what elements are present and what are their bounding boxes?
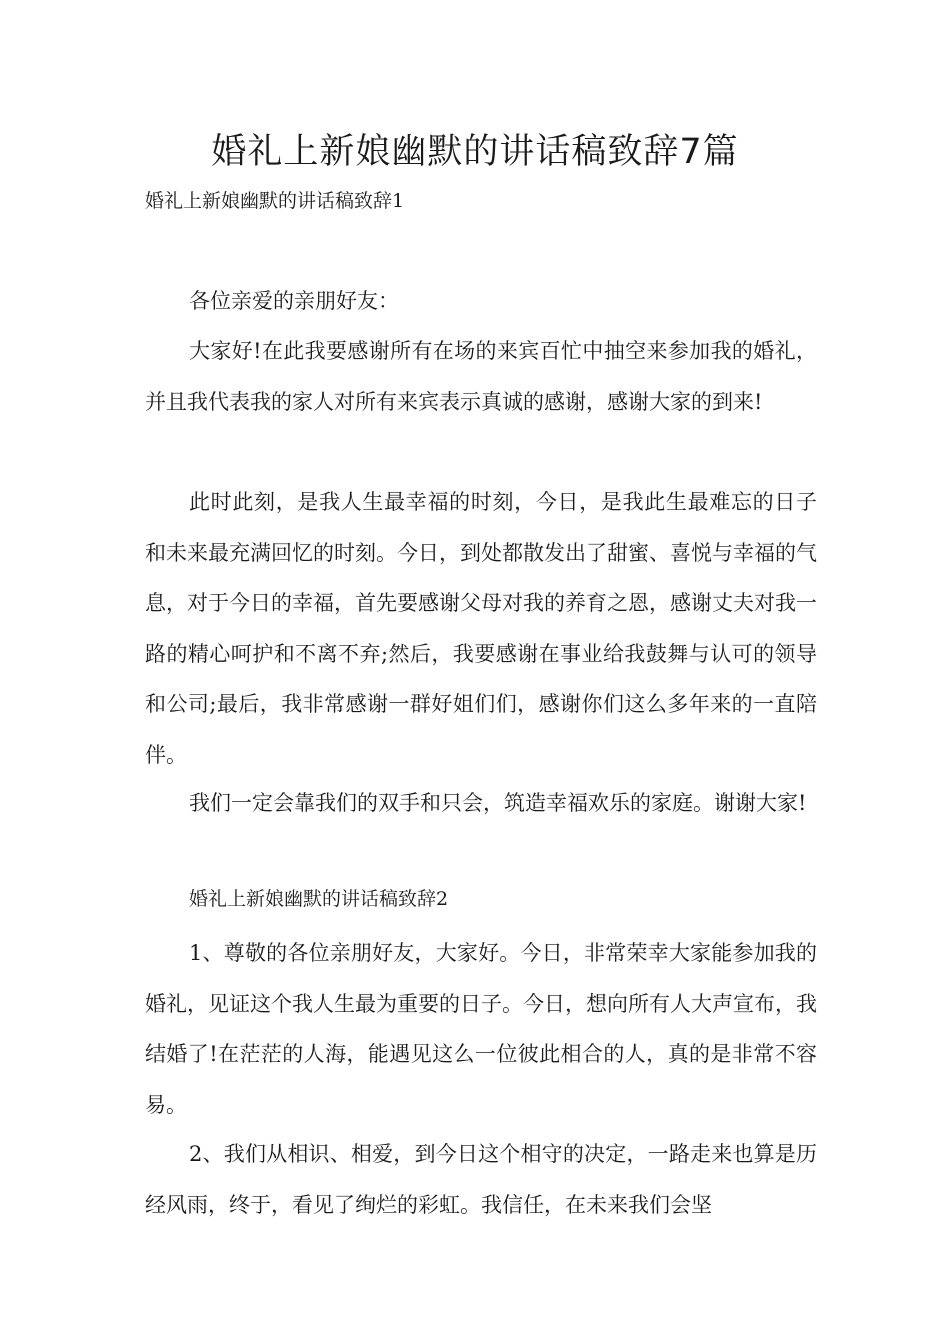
section-heading-2: 婚礼上新娘幽默的讲话稿致辞2 xyxy=(189,888,449,910)
document-title: 婚礼上新娘幽默的讲话稿致辞7篇 xyxy=(211,132,739,172)
body-paragraph: 此时此刻，是我人生最幸福的时刻，今日，是我此生最难忘的日子和未来最充满回忆的时刻。今日，到处都散发出了甜蜜、喜悦与幸福的气息，对于今日的幸福，首先要感谢父母对我的养育之恩，感谢丈夫对我一路的精心呵护和不离不弃;然后，我要感谢在事业给我鼓舞与认可的领导和公司;最后，我非常感谢一群好姐们们，感谢你们这么多年来的一直陪伴。 xyxy=(145,490,817,767)
body-paragraph: 2、我们从相识、相爱，到今日这个相守的决定，一路走来也算是历经风雨，终于，看见了绚烂的彩虹。我信任，在未来我们会坚 xyxy=(145,1142,817,1217)
body-paragraph: 1、尊敬的各位亲朋好友，大家好。今日，非常荣幸大家能参加我的婚礼，见证这个我人生最为重要的日子。今日，想向所有人大声宣布，我结婚了!在茫茫的人海，能遇见这么一位彼此相合的人，真的是非常不容易。 xyxy=(145,941,817,1117)
greeting-paragraph: 各位亲爱的亲朋好友： xyxy=(189,289,399,313)
body-paragraph: 我们一定会靠我们的双手和只会，筑造幸福欢乐的家庭。谢谢大家! xyxy=(189,791,807,815)
body-paragraph: 大家好!在此我要感谢所有在场的来宾百忙中抽空来参加我的婚礼，并且我代表我的家人对所有来宾表示真诚的感谢，感谢大家的到来! xyxy=(145,339,817,414)
section-heading-1: 婚礼上新娘幽默的讲话稿致辞1 xyxy=(145,190,405,212)
